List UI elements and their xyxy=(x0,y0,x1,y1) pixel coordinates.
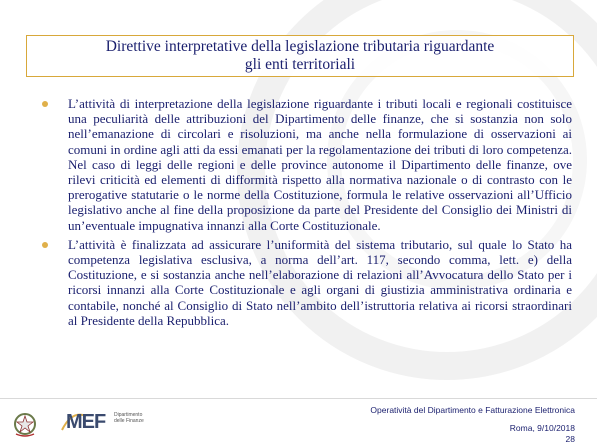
footer-subtitle: Operatività del Dipartimento e Fatturazione Elettronica xyxy=(370,405,575,415)
page-number: 28 xyxy=(565,434,575,444)
mef-logo-sub-line2: delle Finanze xyxy=(114,418,144,424)
bullet-dot-icon xyxy=(42,242,48,248)
mef-logo-text: MEF xyxy=(66,411,106,433)
slide-body xyxy=(40,96,572,332)
bullet-text: L’attività è finalizzata ad assicurare l’uniformità del sistema tributario, sul quale lo Stato ha competenza legislativa esclusiva, a norma dell’art. 117, secondo comma, lett. e) della Costituzione, e si sostanzia anche nell’elaborazione di relazioni all’Avvocatura dello Stato per i ricorsi innanzi alla Corte Costituzionale e agli organi di giustizia amministrativa ordinaria e contabile, nonché al Consiglio di Stato nell’ambito dell’istruttoria relativa ai ricorsi straordinari al Presidente della Repubblica. xyxy=(68,236,572,328)
mef-logo-sub-line1: Dipartimento xyxy=(114,412,143,418)
slide-title-line1: Direttive interpretative della legislazione tributaria riguardante xyxy=(105,38,495,55)
footer-place-date: Roma, 9/10/2018 xyxy=(509,423,575,433)
bullet-item xyxy=(40,237,572,328)
slide-title-box xyxy=(26,35,574,77)
footer-info xyxy=(370,405,575,445)
bullet-item xyxy=(40,96,572,233)
footer-divider xyxy=(0,398,597,399)
bullet-text: L’attività di interpretazione della legislazione riguardante i tributi locali e regionali costituisce una peculiarità delle attribuzioni del Dipartimento delle finanze, che si sostanzia non solo nell’emanazione di circolari e risoluzioni, ma anche nella formulazione di osservazioni ai comuni in ordine agli atti da essi emanati per la regolamentazione dei tributi di loro competenza. Nel caso di leggi delle regioni e delle province autonome il Dipartimento delle finanze, ove rilevi criticità ed elementi di difformità rispetto alla normativa nazionale o di contrasto con le prerogative statutarie o le norme della Costituzione, formula le relative osservazioni all’Ufficio legislativo anche al fine della proposizione da parte del Presidente del Consiglio dei Ministri di un’eventuale impugnativa innanzi alla Corte Costituzionale. xyxy=(68,96,572,233)
slide-title-line2: gli enti territoriali xyxy=(244,56,356,73)
italian-republic-emblem-icon xyxy=(12,410,38,438)
mef-logo xyxy=(58,408,144,438)
bullet-dot-icon xyxy=(42,101,48,107)
mef-logo-subtitle xyxy=(114,412,154,424)
